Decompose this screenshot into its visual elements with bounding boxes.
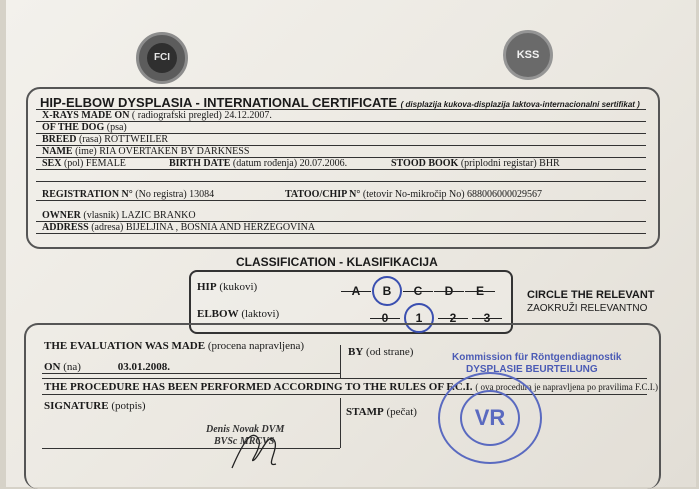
signer-title: BVSc MRCVS bbox=[214, 436, 275, 447]
kss-logo: KSS bbox=[503, 30, 553, 80]
commission-stamp-line2: DYSPLASIE BEURTEILUNG bbox=[466, 364, 598, 375]
commission-stamp-line1: Kommission für Röntgendiagnostik bbox=[452, 352, 622, 363]
hip-grade-c: C bbox=[411, 284, 425, 298]
stud-book-field: STOOD BOOK (priplodni registar) BHR bbox=[391, 158, 560, 169]
signature-label: SIGNATURE (potpis) bbox=[44, 400, 146, 412]
birth-date-field: BIRTH DATE (datum rođenja) 20.07.2006. bbox=[169, 158, 348, 169]
hip-grade-e: E bbox=[473, 284, 487, 298]
evaluation-date: ON (na) 03.01.2008. bbox=[44, 361, 170, 373]
xray-row: X-RAYS MADE ON ( radiografski pregled) 24.12.2007. bbox=[42, 110, 272, 121]
name-row: NAME (ime) RIA OVERTAKEN BY DARKNESS bbox=[42, 146, 250, 157]
fci-logo: FCI bbox=[136, 32, 188, 84]
procedure-statement: THE PROCEDURE HAS BEEN PERFORMED ACCORDING TO THE RULES OF F.C.I. ( ova procedura je napravljena po pravilima F.C.I.) bbox=[44, 381, 659, 393]
classification-title: CLASSIFICATION - KLASIFIKACIJA bbox=[236, 255, 438, 269]
of-the-dog-row: OF THE DOG (psa) bbox=[42, 122, 127, 133]
hip-grade-a: A bbox=[349, 284, 363, 298]
stamp-label: STAMP (pečat) bbox=[346, 406, 417, 418]
evaluated-by-label: BY (od strane) bbox=[348, 346, 414, 358]
signer-name: Denis Novak DVM bbox=[206, 424, 285, 435]
hip-grade-d: D bbox=[442, 284, 456, 298]
sex-field: SEX (pol) FEMALE bbox=[42, 158, 126, 169]
signature-scribble bbox=[224, 420, 284, 475]
elbow-grade-2: 2 bbox=[446, 311, 460, 325]
certificate-title: HIP-ELBOW DYSPLASIA - INTERNATIONAL CERTIFICATE ( displazija kukova-displazija laktova-internacionalni sertifikat ) bbox=[40, 95, 640, 110]
elbow-label: ELBOW (laktovi) bbox=[197, 308, 280, 320]
certificate-page bbox=[6, 0, 696, 487]
chip-field: TATOO/CHIP N° (tetovir No-mikročip No) 688006000029567 bbox=[285, 189, 543, 200]
elbow-grade-1: 1 bbox=[415, 311, 423, 325]
selected-grade-circle bbox=[372, 276, 402, 306]
hip-grade-b: B bbox=[382, 284, 392, 298]
elbow-grade-0: 0 bbox=[378, 311, 392, 325]
address-row: ADDRESS (adresa) BIJELJINA , BOSNIA AND HERZEGOVINA bbox=[42, 222, 316, 233]
evaluation-made-label: THE EVALUATION WAS MADE (procena napravljena) bbox=[44, 340, 305, 352]
circle-instruction: CIRCLE THE RELEVANT ZAOKRUŽI RELEVANTNO bbox=[527, 289, 655, 314]
breed-row: BREED (rasa) ROTTWEILER bbox=[42, 134, 169, 145]
elbow-grade-3: 3 bbox=[480, 311, 494, 325]
owner-row: OWNER (vlasnik) LAZIC BRANKO bbox=[42, 210, 196, 221]
hip-label: HIP (kukovi) bbox=[197, 281, 258, 293]
round-stamp: VR bbox=[438, 372, 542, 464]
registration-field: REGISTRATION N° (No registra) 13084 bbox=[42, 189, 215, 200]
